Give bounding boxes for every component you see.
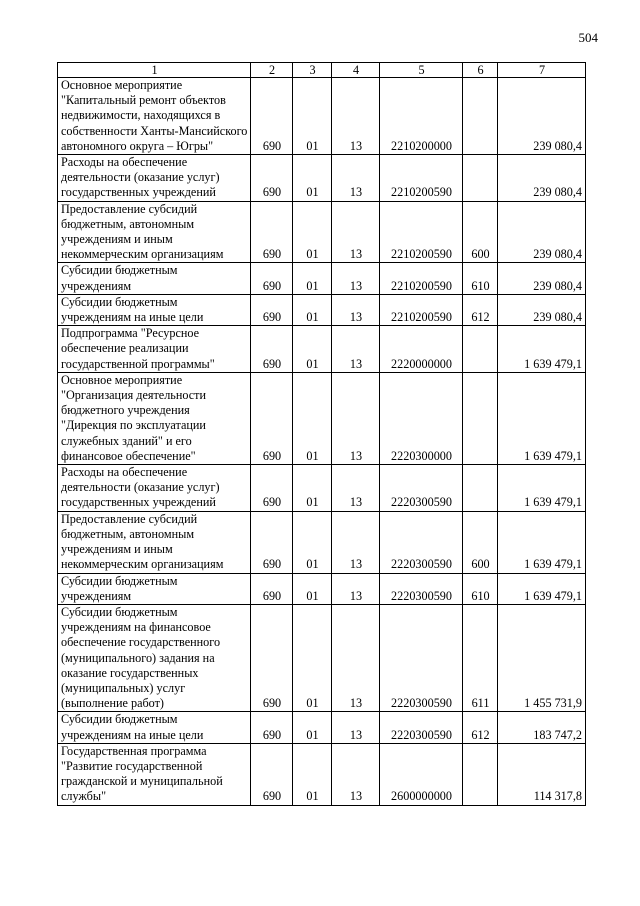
row-type-cell (463, 326, 498, 373)
row-target-cell: 2220300590 (380, 573, 463, 604)
row-target-cell: 2210200590 (380, 201, 463, 263)
row-subsection-cell: 13 (332, 78, 380, 155)
row-type-cell: 600 (463, 511, 498, 573)
row-subsection-cell: 13 (332, 511, 380, 573)
row-code-cell: 690 (251, 78, 293, 155)
row-subsection-cell: 13 (332, 263, 380, 294)
row-subsection-cell: 13 (332, 201, 380, 263)
row-subsection-cell: 13 (332, 743, 380, 805)
column-header-1: 1 (58, 63, 251, 78)
row-type-cell (463, 743, 498, 805)
row-code-cell: 690 (251, 294, 293, 325)
row-type-cell: 612 (463, 712, 498, 743)
row-type-cell: 610 (463, 263, 498, 294)
row-type-cell (463, 155, 498, 202)
row-name-cell: Государственная программа "Развитие государственной гражданской и муниципальной службы" (58, 743, 251, 805)
row-target-cell: 2220300590 (380, 604, 463, 711)
column-header-6: 6 (463, 63, 498, 78)
row-amount-cell: 1 455 731,9 (498, 604, 586, 711)
table-row (58, 201, 586, 263)
column-header-2: 2 (251, 63, 293, 78)
row-type-cell (463, 372, 498, 464)
row-target-cell: 2600000000 (380, 743, 463, 805)
row-section-cell: 01 (293, 372, 332, 464)
row-amount-cell: 1 639 479,1 (498, 326, 586, 373)
row-section-cell: 01 (293, 712, 332, 743)
row-code-cell: 690 (251, 573, 293, 604)
table-row (58, 326, 586, 373)
row-subsection-cell: 13 (332, 604, 380, 711)
row-target-cell: 2210200590 (380, 263, 463, 294)
row-type-cell: 610 (463, 573, 498, 604)
row-name-cell: Расходы на обеспечение деятельности (оказание услуг) государственных учреждений (58, 155, 251, 202)
row-amount-cell: 239 080,4 (498, 201, 586, 263)
row-target-cell: 2220300590 (380, 465, 463, 512)
row-code-cell: 690 (251, 465, 293, 512)
row-name-cell: Основное мероприятие "Организация деятельности бюджетного учреждения "Дирекция по эксплуатации служебных зданий" и его финансовое обеспечение" (58, 372, 251, 464)
row-target-cell: 2210200590 (380, 294, 463, 325)
row-section-cell: 01 (293, 201, 332, 263)
row-section-cell: 01 (293, 511, 332, 573)
row-code-cell: 690 (251, 201, 293, 263)
table-row (58, 712, 586, 743)
row-subsection-cell: 13 (332, 465, 380, 512)
row-amount-cell: 1 639 479,1 (498, 573, 586, 604)
row-code-cell: 690 (251, 263, 293, 294)
row-amount-cell: 239 080,4 (498, 78, 586, 155)
row-name-cell: Расходы на обеспечение деятельности (оказание услуг) государственных учреждений (58, 465, 251, 512)
row-target-cell: 2220300590 (380, 511, 463, 573)
row-type-cell: 612 (463, 294, 498, 325)
row-code-cell: 690 (251, 712, 293, 743)
row-name-cell: Основное мероприятие "Капитальный ремонт объектов недвижимости, находящихся в собственности Ханты-Мансийского автономного округа – Югры" (58, 78, 251, 155)
table-row (58, 465, 586, 512)
row-amount-cell: 1 639 479,1 (498, 511, 586, 573)
row-name-cell: Предоставление субсидий бюджетным, автономным учреждениям и иным некоммерческим организациям (58, 511, 251, 573)
table-row (58, 743, 586, 805)
row-section-cell: 01 (293, 78, 332, 155)
row-code-cell: 690 (251, 155, 293, 202)
table-row (58, 155, 586, 202)
row-name-cell: Субсидии бюджетным учреждениям (58, 263, 251, 294)
row-type-cell: 611 (463, 604, 498, 711)
row-target-cell: 2220000000 (380, 326, 463, 373)
row-code-cell: 690 (251, 372, 293, 464)
table-body (58, 78, 586, 806)
column-header-3: 3 (293, 63, 332, 78)
row-name-cell: Субсидии бюджетным учреждениям на финансовое обеспечение государственного (муниципального) задания на оказание государственных (муниципальных) услуг (выполнение работ) (58, 604, 251, 711)
table-row (58, 604, 586, 711)
row-code-cell: 690 (251, 743, 293, 805)
row-type-cell: 600 (463, 201, 498, 263)
table-row (58, 263, 586, 294)
column-header-4: 4 (332, 63, 380, 78)
table-row (58, 511, 586, 573)
row-section-cell: 01 (293, 465, 332, 512)
row-target-cell: 2220300590 (380, 712, 463, 743)
page-number: 504 (578, 30, 598, 45)
column-header-5: 5 (380, 63, 463, 78)
row-subsection-cell: 13 (332, 155, 380, 202)
row-section-cell: 01 (293, 294, 332, 325)
row-subsection-cell: 13 (332, 712, 380, 743)
row-subsection-cell: 13 (332, 573, 380, 604)
row-target-cell: 2210200000 (380, 78, 463, 155)
row-section-cell: 01 (293, 743, 332, 805)
row-section-cell: 01 (293, 573, 332, 604)
row-amount-cell: 239 080,4 (498, 294, 586, 325)
row-subsection-cell: 13 (332, 372, 380, 464)
row-subsection-cell: 13 (332, 294, 380, 325)
row-name-cell: Предоставление субсидий бюджетным, автономным учреждениям и иным некоммерческим организациям (58, 201, 251, 263)
row-amount-cell: 239 080,4 (498, 155, 586, 202)
row-section-cell: 01 (293, 155, 332, 202)
row-amount-cell: 183 747,2 (498, 712, 586, 743)
row-name-cell: Субсидии бюджетным учреждениям (58, 573, 251, 604)
row-code-cell: 690 (251, 326, 293, 373)
column-header-7: 7 (498, 63, 586, 78)
row-target-cell: 2220300000 (380, 372, 463, 464)
table-row (58, 573, 586, 604)
row-section-cell: 01 (293, 326, 332, 373)
row-code-cell: 690 (251, 511, 293, 573)
row-type-cell (463, 78, 498, 155)
row-name-cell: Субсидии бюджетным учреждениям на иные цели (58, 294, 251, 325)
table-row (58, 78, 586, 155)
table-row (58, 372, 586, 464)
row-name-cell: Субсидии бюджетным учреждениям на иные цели (58, 712, 251, 743)
row-section-cell: 01 (293, 263, 332, 294)
row-type-cell (463, 465, 498, 512)
table-header-row (58, 63, 586, 78)
table-row (58, 294, 586, 325)
budget-table (57, 62, 586, 806)
row-section-cell: 01 (293, 604, 332, 711)
row-amount-cell: 114 317,8 (498, 743, 586, 805)
row-name-cell: Подпрограмма "Ресурсное обеспечение реализации государственной программы" (58, 326, 251, 373)
row-subsection-cell: 13 (332, 326, 380, 373)
row-amount-cell: 1 639 479,1 (498, 465, 586, 512)
row-amount-cell: 1 639 479,1 (498, 372, 586, 464)
row-amount-cell: 239 080,4 (498, 263, 586, 294)
row-target-cell: 2210200590 (380, 155, 463, 202)
row-code-cell: 690 (251, 604, 293, 711)
